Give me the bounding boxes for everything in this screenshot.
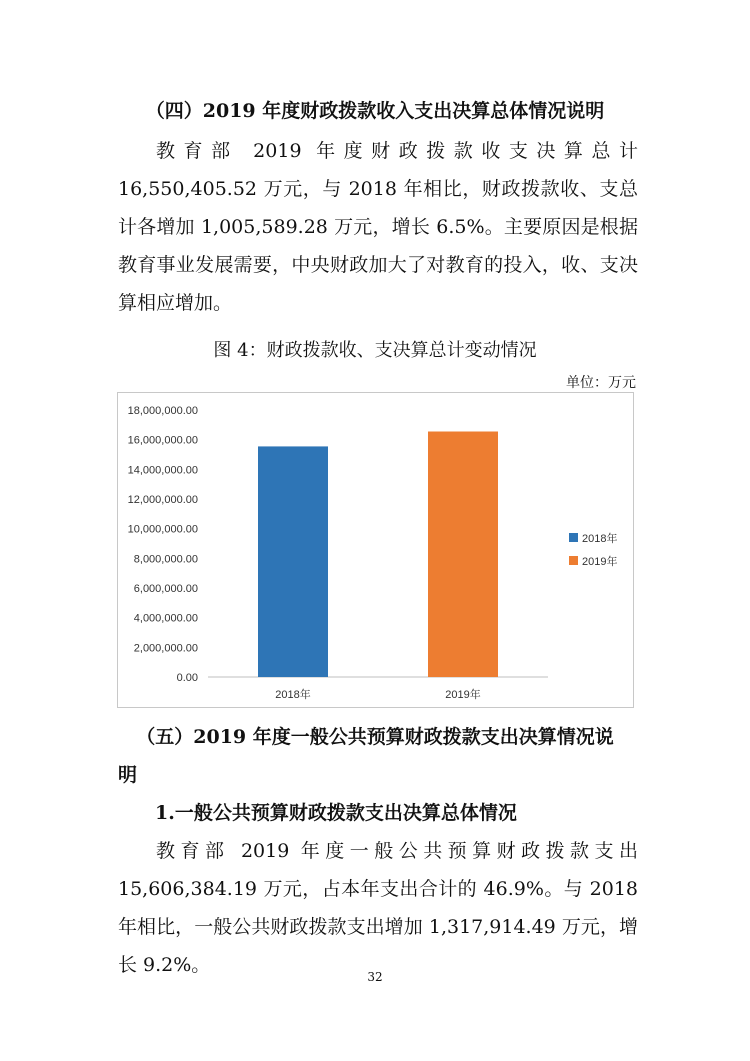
section4-heading: （四）2019 年度财政拨款收入支出决算总体情况说明 <box>145 100 605 122</box>
x-tick-label: 2018年 <box>275 689 311 701</box>
y-tick-label: 0.00 <box>176 672 198 684</box>
y-tick-label: 10,000,000.00 <box>127 523 198 536</box>
section5-paragraph <box>118 832 638 984</box>
section5-paragraph-text: 教育部 2019 年度一般公共预算财政拨款支出 15,606,384.19 万元，占本年支出合计的 46.9%。与 2018 年相比，一般公共财政拨款支出增加 1,317,914.49 万元，增长 9.2%。 <box>118 840 638 976</box>
bar-chart <box>117 392 634 708</box>
y-tick-label: 18,000,000.00 <box>127 405 198 417</box>
y-tick-label: 6,000,000.00 <box>133 583 198 595</box>
y-tick-label: 4,000,000.00 <box>133 612 198 625</box>
y-tick-label: 16,000,000.00 <box>127 434 198 447</box>
section5-heading-line1: （五）2019 年度一般公共预算财政拨款支出决算情况说 <box>136 726 614 748</box>
section5-subheading: 1.一般公共预算财政拨款支出决算总体情况 <box>155 802 517 824</box>
y-tick-label: 14,000,000.00 <box>127 464 198 477</box>
y-tick-label: 2,000,000.00 <box>133 642 198 655</box>
bar-2019年 <box>428 432 498 677</box>
x-tick-label: 2019年 <box>445 689 481 701</box>
y-tick-label: 12,000,000.00 <box>127 494 198 506</box>
legend-swatch <box>569 533 578 542</box>
legend-label: 2019年 <box>582 556 618 568</box>
page-number: 32 <box>367 970 383 984</box>
section4-paragraph <box>118 132 638 322</box>
section4-paragraph-text: 教育部 2019 年度财政拨款收支决算总计 16,550,405.52 万元，与 2018 年相比，财政拨款收、支总计各增加 1,005,589.28 万元，增长 6.5%。主要原因是根据教育事业发展需要，中央财政加大了对教育的投入，收、支决算相应增加。 <box>118 140 638 314</box>
section5-heading-line2: 明 <box>118 764 138 786</box>
figure-title: 图 4：财政拨款收、支决算总计变动情况 <box>213 340 537 361</box>
y-tick-label: 8,000,000.00 <box>133 553 198 566</box>
chart-svg <box>118 393 633 707</box>
legend-swatch <box>569 556 578 565</box>
unit-label: 单位：万元 <box>566 375 636 391</box>
bar-2018年 <box>258 446 328 677</box>
legend-label: 2018年 <box>582 533 618 545</box>
